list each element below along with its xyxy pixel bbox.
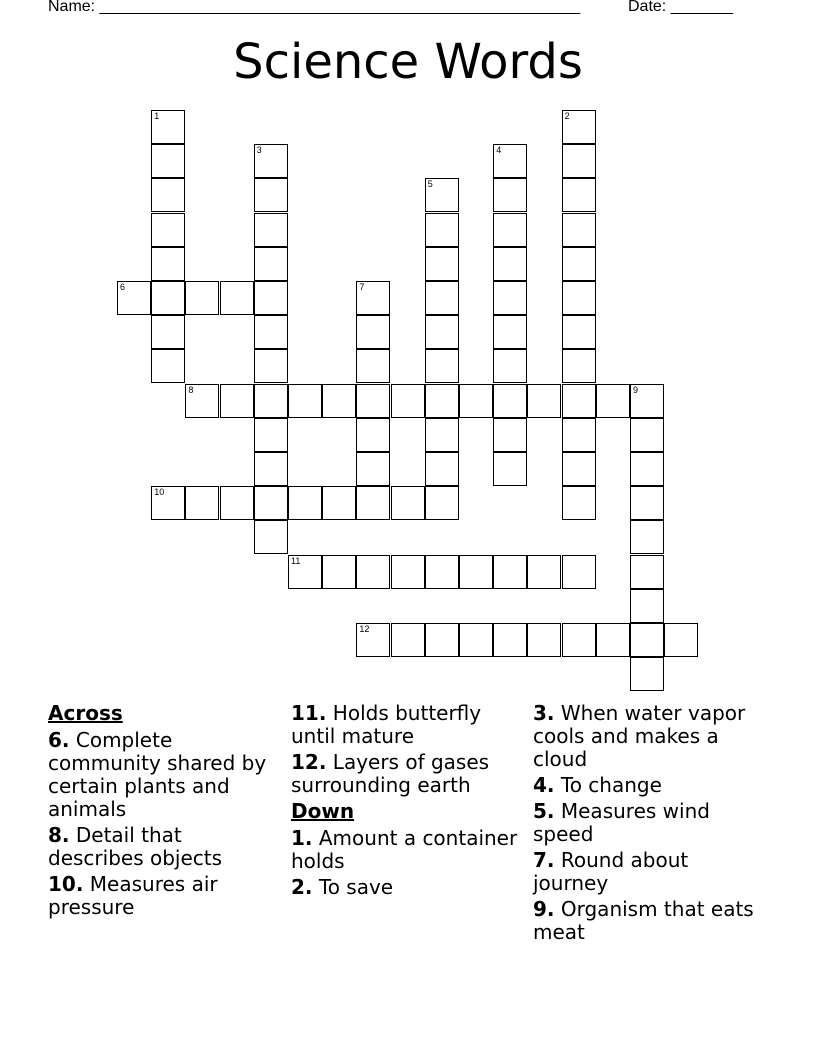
clue-number-label: 3	[256, 145, 262, 156]
grid-cell[interactable]	[151, 349, 185, 383]
grid-cell[interactable]	[493, 349, 527, 383]
clue-number-label: 7	[359, 282, 365, 292]
grid-cell[interactable]	[630, 657, 664, 691]
grid-cell[interactable]	[596, 384, 630, 418]
grid-cell[interactable]	[356, 384, 390, 418]
grid-cell[interactable]	[254, 213, 288, 247]
grid-cell[interactable]	[391, 555, 425, 589]
grid-cell[interactable]	[117, 281, 151, 315]
clue-down-9: 9. Organism that eats meat	[533, 897, 754, 944]
grid-cell[interactable]	[425, 349, 459, 383]
grid-cell[interactable]	[254, 418, 288, 452]
clue-across-6: 6. Complete community shared by certain plants and animals	[48, 728, 267, 821]
clue-across-10: 10. Measures air pressure	[48, 872, 218, 919]
name-field-label: Name: ______________________________________________________	[48, 0, 581, 15]
grid-cell[interactable]	[254, 144, 288, 178]
grid-cell[interactable]	[562, 384, 596, 418]
grid-cell[interactable]	[356, 452, 390, 486]
grid-cell[interactable]	[459, 623, 493, 657]
grid-cell[interactable]	[562, 418, 596, 452]
clue-number-label: 11	[291, 555, 301, 566]
grid-cell[interactable]	[630, 486, 664, 520]
grid-cell[interactable]	[391, 384, 425, 418]
grid-cell[interactable]	[493, 384, 527, 418]
grid-cell[interactable]	[425, 213, 459, 247]
clue-number-label: 1	[154, 111, 160, 121]
grid-cell[interactable]	[425, 178, 459, 212]
grid-cell[interactable]	[425, 623, 459, 657]
grid-cell[interactable]	[562, 110, 596, 144]
grid-cell[interactable]	[493, 178, 527, 212]
grid-cell[interactable]	[254, 281, 288, 315]
grid-cell[interactable]	[425, 486, 459, 520]
grid-cell[interactable]	[425, 247, 459, 281]
grid-cell[interactable]	[493, 213, 527, 247]
grid-cell[interactable]	[151, 144, 185, 178]
grid-cell[interactable]	[493, 315, 527, 349]
grid-cell[interactable]	[185, 281, 219, 315]
grid-cell[interactable]	[630, 452, 664, 486]
grid-cell[interactable]	[493, 418, 527, 452]
grid-cell[interactable]	[527, 555, 561, 589]
grid-cell[interactable]	[459, 384, 493, 418]
grid-cell[interactable]	[425, 315, 459, 349]
grid-cell[interactable]	[254, 486, 288, 520]
grid-cell[interactable]	[151, 486, 185, 520]
grid-cell[interactable]	[562, 178, 596, 212]
page-title: Science Words	[233, 34, 583, 90]
clues-column-3	[533, 702, 768, 947]
grid-cell[interactable]	[562, 144, 596, 178]
grid-cell[interactable]	[562, 555, 596, 589]
grid-cell[interactable]	[356, 555, 390, 589]
grid-cell[interactable]	[254, 452, 288, 486]
grid-cell[interactable]	[527, 384, 561, 418]
grid-cell[interactable]	[630, 418, 664, 452]
grid-cell[interactable]	[562, 247, 596, 281]
grid-cell[interactable]	[562, 486, 596, 520]
grid-cell[interactable]	[220, 281, 254, 315]
clue-down-5: 5. Measures wind speed	[533, 799, 710, 846]
grid-cell[interactable]	[425, 452, 459, 486]
grid-cell[interactable]	[151, 315, 185, 349]
grid-cell[interactable]	[185, 384, 219, 418]
grid-cell[interactable]	[254, 349, 288, 383]
clue-across-8: 8. Detail that describes objects	[48, 823, 223, 870]
grid-cell[interactable]	[459, 555, 493, 589]
grid-cell[interactable]	[391, 623, 425, 657]
grid-cell[interactable]	[220, 486, 254, 520]
grid-cell[interactable]	[391, 486, 425, 520]
grid-cell[interactable]	[288, 486, 322, 520]
grid-cell[interactable]	[562, 315, 596, 349]
date-field-label: Date: _______	[628, 0, 733, 15]
grid-cell[interactable]	[493, 452, 527, 486]
grid-cell[interactable]	[425, 384, 459, 418]
grid-cell[interactable]	[562, 213, 596, 247]
grid-cell[interactable]	[254, 247, 288, 281]
grid-cell[interactable]	[493, 281, 527, 315]
grid-cell[interactable]	[254, 384, 288, 418]
grid-cell[interactable]	[356, 349, 390, 383]
grid-cell[interactable]	[630, 520, 664, 554]
grid-cell[interactable]	[288, 555, 322, 589]
clue-number-label: 6	[120, 282, 126, 292]
grid-cell[interactable]	[630, 623, 664, 657]
grid-cell[interactable]	[288, 384, 322, 418]
grid-cell[interactable]	[151, 213, 185, 247]
grid-cell[interactable]	[254, 178, 288, 212]
grid-cell[interactable]	[493, 555, 527, 589]
clue-number-label: 5	[427, 179, 433, 190]
grid-cell[interactable]	[630, 555, 664, 589]
grid-cell[interactable]	[425, 418, 459, 452]
clues-column-1	[48, 702, 283, 922]
grid-cell[interactable]	[493, 623, 527, 657]
down-heading: Down	[291, 799, 355, 823]
grid-cell[interactable]	[630, 384, 664, 418]
grid-cell[interactable]	[596, 623, 630, 657]
clue-down-4: 4. To change	[533, 773, 662, 797]
grid-cell[interactable]	[664, 623, 698, 657]
grid-cell[interactable]	[151, 247, 185, 281]
grid-cell[interactable]	[356, 418, 390, 452]
grid-cell[interactable]	[562, 349, 596, 383]
grid-cell[interactable]	[151, 178, 185, 212]
clue-down-7: 7. Round about journey	[533, 848, 689, 895]
clue-number-label: 9	[633, 384, 639, 395]
grid-cell[interactable]	[562, 281, 596, 315]
grid-cell[interactable]	[493, 144, 527, 178]
clue-number-label: 2	[564, 111, 570, 121]
grid-cell[interactable]	[185, 486, 219, 520]
grid-cell[interactable]	[356, 315, 390, 349]
grid-cell[interactable]	[322, 486, 356, 520]
clue-number-label: 8	[188, 384, 194, 395]
across-heading: Across	[48, 701, 123, 725]
clue-number-label: 12	[359, 624, 370, 634]
clue-number-label: 4	[496, 145, 502, 156]
clue-number-label: 10	[154, 487, 165, 498]
grid-cell[interactable]	[254, 315, 288, 349]
clues-column-2	[291, 702, 526, 902]
clue-down-3: 3. When water vapor cools and makes a cloud	[533, 701, 746, 771]
grid-cell[interactable]	[527, 623, 561, 657]
grid-cell[interactable]	[630, 589, 664, 623]
grid-cell[interactable]	[425, 555, 459, 589]
grid-cell[interactable]	[493, 247, 527, 281]
grid-cell[interactable]	[322, 384, 356, 418]
clue-down-1: 1. Amount a container holds	[291, 826, 518, 873]
clue-across-11: 11. Holds butterfly until mature	[291, 701, 482, 748]
grid-cell[interactable]	[220, 384, 254, 418]
grid-cell[interactable]	[356, 281, 390, 315]
grid-cell[interactable]	[254, 520, 288, 554]
grid-cell[interactable]	[562, 452, 596, 486]
clue-across-12: 12. Layers of gases surrounding earth	[291, 750, 490, 797]
grid-cell[interactable]	[425, 281, 459, 315]
grid-cell[interactable]	[356, 486, 390, 520]
grid-cell[interactable]	[322, 555, 356, 589]
grid-cell[interactable]	[562, 623, 596, 657]
clue-down-2: 2. To save	[291, 875, 394, 899]
grid-cell[interactable]	[151, 281, 185, 315]
grid-cell[interactable]	[151, 110, 185, 144]
grid-cell[interactable]	[356, 623, 390, 657]
